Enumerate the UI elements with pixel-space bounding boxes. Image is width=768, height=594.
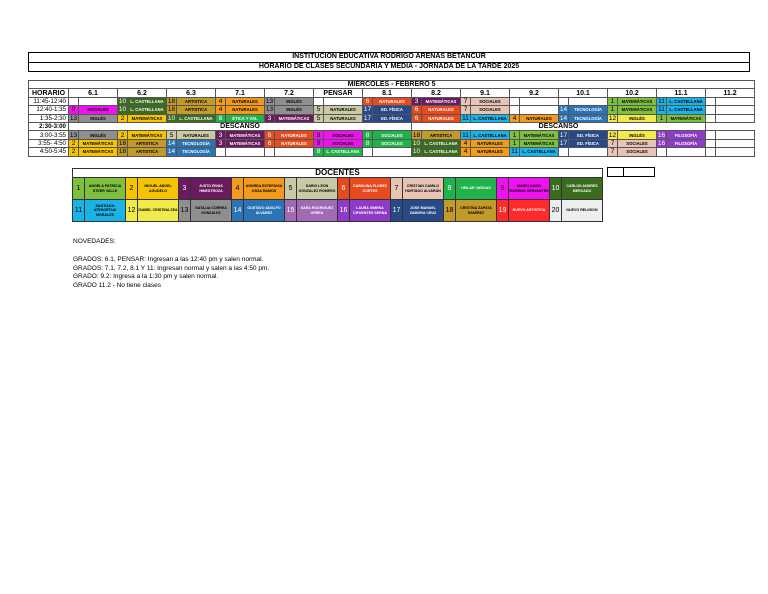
docentes-row [73, 178, 603, 200]
teacher-number: 13 [265, 97, 274, 105]
subject-cell: NATURALES [520, 114, 559, 122]
col-header-horario: HORARIO [29, 89, 69, 97]
subject-cell: SOCIALES [471, 97, 510, 105]
docentes-table [72, 168, 603, 222]
docente-name: ANGELA PATRICIA STEER VALLE [85, 178, 126, 200]
schedule-table [28, 80, 755, 157]
subject-cell: MATEMÁTICAS [79, 148, 118, 156]
novedades [73, 238, 269, 291]
subject-cell [569, 148, 608, 156]
teacher-number: 3 [265, 114, 275, 122]
subject-cell: NATURALES [275, 131, 314, 139]
subject-cell [226, 148, 265, 156]
teacher-number: 1 [510, 131, 520, 139]
subject-cell: ED. FÍSICA [569, 139, 608, 147]
time-slot: 11:45-12:40 [29, 97, 69, 105]
subject-cell: TECNOLOGÍA [569, 106, 608, 114]
teacher-number: 1 [608, 106, 618, 114]
teacher-number: 13 [69, 131, 78, 139]
subject-cell [716, 114, 755, 122]
subject-cell [79, 97, 118, 105]
teacher-number: 12 [608, 131, 617, 139]
subject-cell: MATEMÁTICAS [520, 139, 559, 147]
teacher-number: 11 [511, 148, 518, 156]
teacher-number [69, 97, 79, 105]
docente-number: 7 [391, 178, 403, 200]
schedule-row [29, 148, 755, 156]
time-slot: 4:50-5:45 [29, 148, 69, 156]
teacher-number [706, 114, 716, 122]
subject-cell: SOCIALES [373, 139, 412, 147]
teacher-number: 14 [559, 114, 568, 122]
teacher-number: 3 [216, 131, 226, 139]
break-row [29, 122, 755, 130]
docente-number: 9 [497, 178, 509, 200]
docentes-title: DOCENTES [73, 169, 603, 178]
subject-cell: MATEMÁTICAS [520, 131, 559, 139]
subject-cell: MATEMÁTICAS [618, 97, 657, 105]
teacher-number: 2 [118, 131, 128, 139]
subject-cell: MATEMÁTICAS [226, 139, 265, 147]
subject-cell [520, 97, 559, 105]
docente-name: MIGUEL ANGEL AGUDELO [138, 178, 179, 200]
subject-cell: MATEMÁTICAS [128, 114, 167, 122]
subject-cell: INGLÉS [79, 114, 118, 122]
subject-cell [520, 106, 559, 114]
subject-cell [716, 97, 755, 105]
teacher-number: 6 [363, 97, 373, 105]
col-header-grade: 6.1 [69, 89, 118, 97]
docente-number: 6 [338, 178, 350, 200]
subject-cell: ED. FÍSICA [373, 106, 412, 114]
subject-cell: L. CASTELLANA [128, 106, 167, 114]
title-block [28, 52, 750, 72]
docente-name: ISABEL CRISTINA ZEA [138, 200, 179, 222]
teacher-number: 1 [608, 97, 618, 105]
subject-cell: L. CASTELLANA [422, 139, 461, 147]
subject-cell [716, 148, 755, 156]
subject-cell [716, 131, 755, 139]
teacher-number: 16 [657, 131, 666, 139]
subject-cell: SOCIALES [618, 139, 657, 147]
time-slot: 2:30-3:00 [29, 122, 69, 130]
teacher-number: 4 [216, 106, 226, 114]
novedad-line: GRADO: 9.2: Ingresa a la 1:30 pm y salen normal. [73, 273, 219, 281]
novedades-title: NOVEDADES: [73, 238, 116, 245]
docente-number: 3 [179, 178, 191, 200]
subject-cell: L. CASTELLANA [422, 148, 461, 156]
docente-name: SANTIAGO ATEHORTUA MORALES [85, 200, 126, 222]
schedule-row [29, 114, 755, 122]
docente-number: 20 [550, 200, 562, 222]
teacher-number: 8 [314, 148, 324, 156]
teacher-number: 14 [167, 148, 176, 156]
subject-cell: ARTISTICA [177, 106, 216, 114]
docente-name: DARIO LEON GONZALEZ ROMERO [297, 178, 338, 200]
teacher-number: 13 [69, 114, 78, 122]
docentes-row [73, 200, 603, 222]
docente-number: 18 [444, 200, 456, 222]
docente-number: 16 [338, 200, 350, 222]
subject-cell: FILOSOFÍA [667, 139, 706, 147]
subject-cell: SOCIALES [471, 106, 510, 114]
docente-name: JUSTO RIVAS HINESTROZA [191, 178, 232, 200]
subject-cell: NATURALES [373, 97, 412, 105]
teacher-number: 8 [363, 139, 373, 147]
docente-name: CRISTINA ZAPATA RAMÍREZ [456, 200, 497, 222]
subject-cell: TECNOLOGÍA [177, 148, 216, 156]
teacher-number: 17 [363, 114, 372, 122]
subject-cell: SOCIALES [618, 148, 657, 156]
docente-name: NATALIA CORREA GONZALEZ [191, 200, 232, 222]
novedad-line: GRADO 11.2 - No tiene clases [73, 282, 162, 290]
teacher-number [706, 131, 716, 139]
col-header-grade: 9.1 [461, 89, 510, 97]
subject-cell [667, 148, 706, 156]
teacher-number: 5 [314, 106, 324, 114]
subject-cell: NATURALES [324, 106, 363, 114]
teacher-number: 4 [461, 148, 471, 156]
subject-cell: INGLÉS [618, 114, 657, 122]
subject-cell: NATURALES [324, 114, 363, 122]
teacher-number: 6 [412, 114, 422, 122]
subject-cell: INGLÉS [618, 131, 657, 139]
teacher-number [510, 97, 520, 105]
subject-cell: NATURALES [226, 106, 265, 114]
subject-cell: ÉTICA Y VAL [226, 114, 265, 122]
teacher-number: 11 [462, 131, 469, 139]
teacher-number: 5 [314, 114, 324, 122]
schedule-row [29, 131, 755, 139]
novedad-line: GRADOS: 6.1, PENSAR: Ingresan a las 12:40 pm y salen normal. [73, 255, 264, 263]
day-header: MIERCOLES - FEBRERO 5 [29, 81, 755, 89]
teacher-number: 17 [559, 131, 568, 139]
teacher-number: 14 [559, 106, 568, 114]
docente-name: ANDREA ESTEFANIA OSSA RAMOS [244, 178, 285, 200]
teacher-number: 4 [461, 139, 471, 147]
subject-cell [373, 148, 412, 156]
docente-name: CARLOS ANDRÉS MERCADO [562, 178, 603, 200]
time-slot: 3:00-3:55 [29, 131, 69, 139]
teacher-number: 6 [265, 139, 275, 147]
teacher-number: 11 [462, 114, 469, 122]
subject-cell: TECNOLOGÍA [177, 139, 216, 147]
teacher-number: 1 [657, 114, 667, 122]
subject-cell: TECNOLOGÍA [569, 114, 608, 122]
subject-cell: MATEMÁTICAS [128, 131, 167, 139]
docente-number: 5 [285, 178, 297, 200]
teacher-number: 16 [657, 139, 666, 147]
subject-cell: SOCIALES [79, 106, 118, 114]
subject-cell [324, 97, 363, 105]
time-slot: 12:40-1:35 [29, 106, 69, 114]
subject-cell: SOCIALES [324, 139, 363, 147]
subject-cell: INGLÉS [275, 97, 314, 105]
teacher-number: 7 [461, 106, 471, 114]
subject-cell: L. CASTELLANA [471, 131, 510, 139]
teacher-number: 3 [216, 139, 226, 147]
docente-name: NUEVO ARTISTICA [509, 200, 550, 222]
schedule-row [29, 139, 755, 147]
subject-cell: ARTISTICA [128, 148, 167, 156]
docente-number: 11 [73, 200, 85, 222]
teacher-number [314, 97, 324, 105]
teacher-number [706, 97, 716, 105]
teacher-number [559, 148, 569, 156]
docente-name: CAROLINA FLOREZ CORTES [350, 178, 391, 200]
teacher-number [216, 148, 226, 156]
aux-box [607, 167, 655, 177]
teacher-number: 10 [118, 97, 127, 105]
teacher-number: 10 [412, 139, 421, 147]
subject-cell: MATEMÁTICAS [79, 139, 118, 147]
subject-cell: MATEMÁTICAS [226, 131, 265, 139]
docente-name: GUSTAVO ADOLFO ÁLVAREZ [244, 200, 285, 222]
subject-cell: INGLÉS [275, 106, 314, 114]
teacher-number: 18 [167, 106, 176, 114]
teacher-number: 4 [216, 97, 226, 105]
docente-name: JOSE MANUEL ZAMORA CRUZ [403, 200, 444, 222]
docente-number: 12 [126, 200, 138, 222]
subject-cell: L. CASTELLANA [177, 114, 216, 122]
subject-cell: NATURALES [275, 139, 314, 147]
break-label: DESCANSO [412, 122, 706, 130]
teacher-number: 4 [510, 114, 520, 122]
teacher-number: 7 [461, 97, 471, 105]
time-slot: 1:35-2:30 [29, 114, 69, 122]
break-label: DESCANSO [69, 122, 412, 130]
subject-cell [716, 106, 755, 114]
teacher-number: 10 [167, 114, 176, 122]
teacher-number: 10 [118, 106, 127, 114]
teacher-number: 8 [363, 131, 373, 139]
teacher-number: 7 [608, 148, 618, 156]
teacher-number: 14 [167, 139, 176, 147]
teacher-number: 7 [608, 139, 618, 147]
col-header-grade: PENSAR [314, 89, 363, 97]
teacher-number: 2 [69, 148, 79, 156]
docente-name: SARA RODRIGUEZ URREA [297, 200, 338, 222]
teacher-number [657, 148, 667, 156]
subject-cell: NATURALES [422, 114, 461, 122]
subject-cell: NATURALES [471, 139, 510, 147]
teacher-number [559, 97, 569, 105]
teacher-number: 9 [314, 139, 324, 147]
col-header-grade: 11.2 [706, 89, 755, 97]
docente-number: 8 [444, 178, 456, 200]
docente-number: 4 [232, 178, 244, 200]
institution-title: INSTITUCION EDUCATIVA RODRIGO ARENAS BETANCUR [28, 52, 750, 62]
teacher-number: 18 [118, 148, 127, 156]
col-header-grade: 8.1 [363, 89, 412, 97]
teacher-number: 6 [265, 131, 275, 139]
teacher-number: 3 [412, 97, 422, 105]
subject-cell: ARTISTICA [177, 97, 216, 105]
subject-cell: NATURALES [226, 97, 265, 105]
docente-name: LAURA XIMENA CIFUENTES SERNA [350, 200, 391, 222]
subject-cell: ED. FÍSICA [373, 114, 412, 122]
teacher-number: 1 [510, 139, 520, 147]
subject-cell [275, 148, 314, 156]
teacher-number: 18 [167, 97, 176, 105]
docente-name: CRISTIAN CAMILO HURTADO ALVARÁN [403, 178, 444, 200]
subject-cell [569, 97, 608, 105]
col-header-grade: 10.1 [559, 89, 608, 97]
subject-cell: SOCIALES [373, 131, 412, 139]
teacher-number: 10 [412, 148, 421, 156]
teacher-number: 11 [658, 97, 665, 105]
subject-cell: NATURALES [422, 106, 461, 114]
teacher-number: 12 [608, 114, 617, 122]
subject-cell: NATURALES [177, 131, 216, 139]
teacher-number [510, 106, 520, 114]
docente-number: 17 [391, 200, 403, 222]
docente-name: NUEVO RELIGION [562, 200, 603, 222]
teacher-number: 9 [314, 131, 324, 139]
schedule-row [29, 97, 755, 105]
col-header-grade: 8.2 [412, 89, 461, 97]
docente-number: 13 [179, 200, 191, 222]
subject-cell: L. CASTELLANA [128, 97, 167, 105]
docente-name: MARIO DAVID MORENO CERVANTES [509, 178, 550, 200]
docente-number: 1 [73, 178, 85, 200]
docente-number: 2 [126, 178, 138, 200]
col-header-grade: 7.1 [216, 89, 265, 97]
teacher-number: 5 [167, 131, 177, 139]
docente-number: 15 [285, 200, 297, 222]
col-header-grade: 11.1 [657, 89, 706, 97]
subject-cell: MATEMÁTICAS [618, 106, 657, 114]
teacher-number: 2 [69, 139, 79, 147]
docente-name: HEILAR VARGAS [456, 178, 497, 200]
teacher-number: 9 [69, 106, 79, 114]
col-header-grade: 10.2 [608, 89, 657, 97]
subject-cell: FILOSOFÍA [667, 131, 706, 139]
docente-number: 14 [232, 200, 244, 222]
teacher-number: 8 [216, 114, 226, 122]
teacher-number: 2 [118, 114, 128, 122]
subject-cell: L. CASTELLANA [520, 148, 559, 156]
subject-cell: L. CASTELLANA [471, 114, 510, 122]
teacher-number [706, 148, 716, 156]
teacher-number: 18 [412, 131, 421, 139]
teacher-number [363, 148, 373, 156]
docente-number: 10 [550, 178, 562, 200]
subject-cell: MATEMÁTICAS [667, 114, 706, 122]
docente-number: 19 [497, 200, 509, 222]
subject-cell: MATEMÁTICAS [422, 97, 461, 105]
subject-cell: SOCIALES [324, 131, 363, 139]
teacher-number: 13 [265, 106, 274, 114]
schedule-row [29, 106, 755, 114]
subject-cell: L. CASTELLANA [324, 148, 363, 156]
subject-cell: L. CASTELLANA [667, 106, 706, 114]
col-header-grade: 7.2 [265, 89, 314, 97]
teacher-number: 17 [363, 106, 372, 114]
teacher-number: 11 [658, 106, 665, 114]
subject-cell: MATEMÁTICAS [275, 114, 314, 122]
col-header-grade: 6.2 [118, 89, 167, 97]
subject-cell: L. CASTELLANA [667, 97, 706, 105]
subject-cell: ARTISTICA [128, 139, 167, 147]
teacher-number: 17 [559, 139, 568, 147]
teacher-number [265, 148, 275, 156]
subject-cell: ED. FÍSICA [569, 131, 608, 139]
teacher-number [706, 106, 716, 114]
teacher-number [706, 139, 716, 147]
subject-cell: INGLÉS [79, 131, 118, 139]
col-header-grade: 9.2 [510, 89, 559, 97]
subject-cell [716, 139, 755, 147]
col-header-grade: 6.3 [167, 89, 216, 97]
schedule-title: HORARIO DE CLASES SECUNDARIA Y MEDIA - JORNADA DE LA TARDE 2025 [28, 62, 750, 73]
teacher-number: 6 [412, 106, 422, 114]
teacher-number: 18 [118, 139, 127, 147]
time-slot: 3:55- 4:50 [29, 139, 69, 147]
subject-cell: NATURALES [471, 148, 510, 156]
novedad-line: GRADOS: 7.1, 7.2, 8.1 Y 11: Ingresan normal y salen a las 4:50 pm. [73, 264, 270, 272]
subject-cell: ARTISTICA [422, 131, 461, 139]
